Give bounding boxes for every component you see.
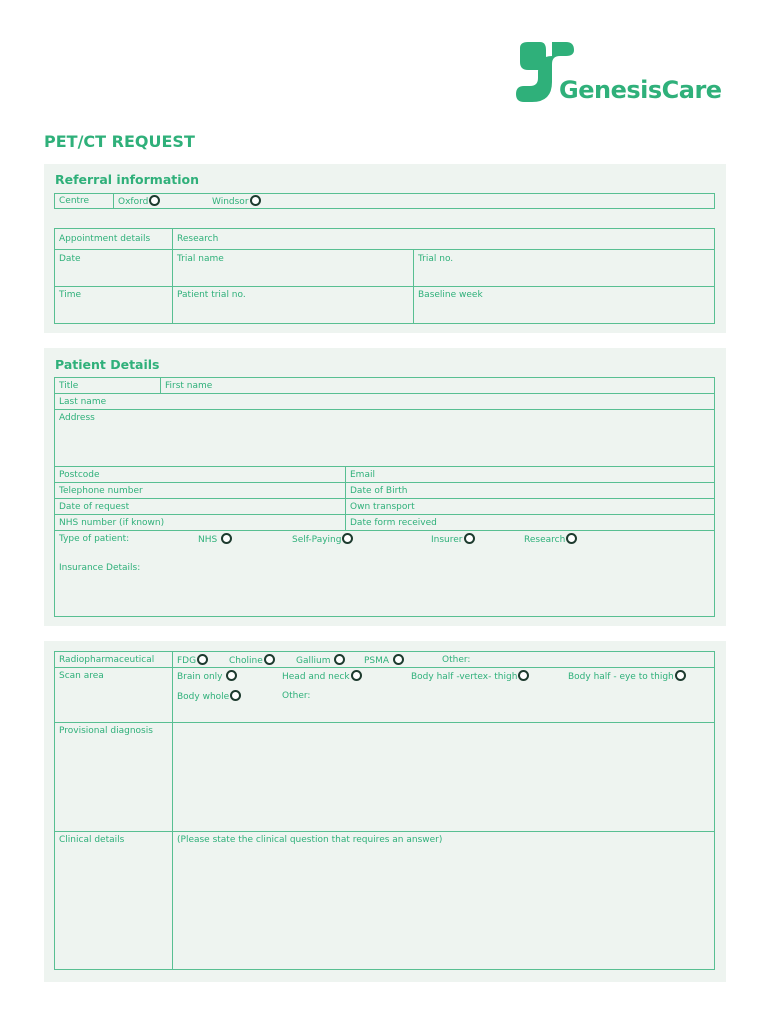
- own-transport-label: Own transport: [350, 502, 415, 512]
- trial-name-label: Trial name: [177, 254, 224, 264]
- radio-icon[interactable]: [197, 654, 208, 665]
- brand-name: GenesisCare: [559, 76, 722, 104]
- radio-icon[interactable]: [334, 654, 345, 665]
- radio-icon[interactable]: [393, 654, 404, 665]
- telephone-label: Telephone number: [59, 486, 143, 496]
- research-label: Research: [177, 234, 219, 244]
- radio-icon[interactable]: [264, 654, 275, 665]
- date-of-request-label: Date of request: [59, 502, 130, 512]
- scan-option-body-half-eye[interactable]: Body half - eye to thigh: [568, 670, 686, 682]
- email-label: Email: [350, 470, 375, 480]
- scan-area-label: Scan area: [59, 671, 104, 681]
- radio-icon[interactable]: [566, 533, 577, 544]
- clinical-details-hint: (Please state the clinical question that requires an answer): [177, 835, 443, 845]
- clinical-table: [54, 651, 715, 970]
- appointment-table: [54, 228, 715, 324]
- patient-trial-no-label: Patient trial no.: [177, 290, 246, 300]
- radio-icon[interactable]: [149, 195, 160, 206]
- scan-option-body-half-vertex[interactable]: Body half -vertex- thigh: [411, 670, 529, 682]
- trial-no-label: Trial no.: [418, 254, 454, 264]
- scan-other-label: Other:: [282, 691, 311, 701]
- insurance-details-label: Insurance Details:: [59, 563, 141, 573]
- radio-icon[interactable]: [342, 533, 353, 544]
- radiopharm-other-label: Other:: [442, 655, 471, 665]
- centre-label: Centre: [59, 196, 90, 206]
- type-option-insurer[interactable]: Insurer: [431, 533, 475, 545]
- form-title: PET/CT REQUEST: [44, 132, 195, 151]
- radiopharm-option-fdg[interactable]: FDG: [177, 654, 208, 666]
- date-label: Date: [59, 254, 81, 264]
- date-form-received-label: Date form received: [350, 518, 437, 528]
- nhs-number-label: NHS number (if known): [59, 518, 165, 528]
- patient-table: [54, 377, 715, 617]
- title-label: Title: [59, 381, 79, 391]
- radiopharm-option-psma[interactable]: PSMA: [364, 654, 404, 666]
- first-name-label: First name: [165, 381, 213, 391]
- clinical-details-label: Clinical details: [59, 835, 125, 845]
- appointment-label: Appointment details: [59, 234, 151, 244]
- radio-icon[interactable]: [250, 195, 261, 206]
- centre-option-windsor[interactable]: Windsor: [212, 195, 261, 207]
- radio-icon[interactable]: [464, 533, 475, 544]
- scan-option-head-neck[interactable]: Head and neck: [282, 670, 362, 682]
- dob-label: Date of Birth: [350, 486, 408, 496]
- type-option-self-paying[interactable]: Self-Paying: [292, 533, 353, 545]
- last-name-label: Last name: [59, 397, 107, 407]
- referral-heading: Referral information: [55, 172, 200, 187]
- radio-icon[interactable]: [221, 533, 232, 544]
- baseline-week-label: Baseline week: [418, 290, 483, 300]
- patient-heading: Patient Details: [55, 357, 160, 372]
- radiopharm-label: Radiopharmaceutical: [59, 655, 155, 665]
- radiopharm-option-choline[interactable]: Choline: [229, 654, 275, 666]
- radio-icon[interactable]: [226, 670, 237, 681]
- type-option-research[interactable]: Research: [524, 533, 577, 545]
- scan-option-brain-only[interactable]: Brain only: [177, 670, 237, 682]
- centre-option-oxford[interactable]: Oxford: [118, 195, 160, 207]
- type-of-patient-label: Type of patient:: [59, 534, 130, 544]
- scan-option-body-whole[interactable]: Body whole: [177, 690, 241, 702]
- radio-icon[interactable]: [675, 670, 686, 681]
- postcode-label: Postcode: [59, 470, 100, 480]
- radio-icon[interactable]: [230, 690, 241, 701]
- radiopharm-option-gallium[interactable]: Gallium: [296, 654, 345, 666]
- radio-icon[interactable]: [351, 670, 362, 681]
- radio-icon[interactable]: [518, 670, 529, 681]
- time-label: Time: [59, 290, 82, 300]
- address-label: Address: [59, 413, 95, 423]
- type-option-nhs[interactable]: NHS: [198, 533, 232, 545]
- provisional-diagnosis-label: Provisional diagnosis: [59, 726, 153, 736]
